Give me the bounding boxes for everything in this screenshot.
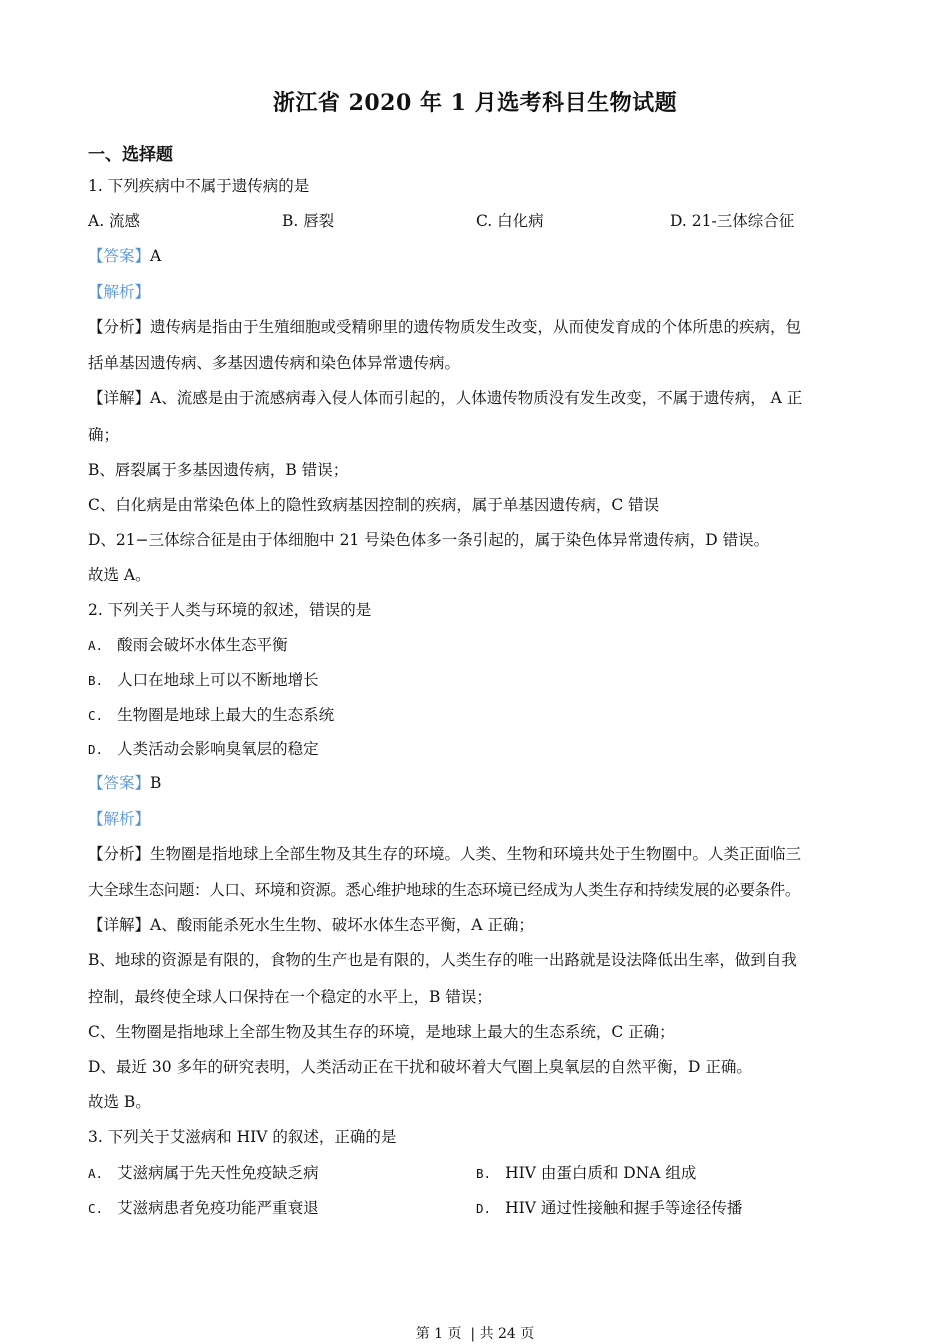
answer-tag: 【答案】 xyxy=(88,247,151,265)
q2-analysis-tag: 【解析】 xyxy=(88,810,151,828)
q1-option-c: C. 白化病 xyxy=(476,212,544,230)
answer-tag: 【答案】 xyxy=(88,774,151,792)
q2-detail-d: D、最近 30 多年的研究表明，人类活动正在干扰和破坏着大气圈上臭氧层的自然平衡，D 正确。 xyxy=(88,1058,752,1076)
q3-option-a xyxy=(88,1162,319,1185)
option-text: 人类活动会影响臭氧层的稳定 xyxy=(117,740,319,758)
q2-answer xyxy=(88,772,161,794)
q1-analysis-tag: 【解析】 xyxy=(88,283,151,301)
fenxi-text: 遗传病是指由于生殖细胞或受精卵里的遗传物质发生改变，从而使发育成的个体所患的疾病，包 xyxy=(150,318,802,336)
xiangjie-text: A、流感是由于流感病毒入侵人体而引起的，人体遗传物质没有发生改变，不属于遗传病， A 正 xyxy=(150,389,803,407)
xiangjie-tag: 【详解】 xyxy=(88,916,151,934)
q2-conclusion: 故选 B。 xyxy=(88,1093,151,1111)
q2-fenxi-line-2: 大全球生态问题：人口、环境和资源。悉心维护地球的生态环境已经成为人类生存和持续发展的必要条件。 xyxy=(88,881,801,899)
q2-option-b xyxy=(88,669,319,692)
xiangjie-text: A、酸雨能杀死水生生物、破坏水体生态平衡，A 正确； xyxy=(150,916,534,934)
q3-option-c xyxy=(88,1197,319,1220)
q1-fenxi-line-2: 括单基因遗传病、多基因遗传病和染色体异常遗传病。 xyxy=(88,354,461,372)
fenxi-text: 生物圈是指地球上全部生物及其生存的环境。人类、生物和环境共处于生物圈中。人类正面临三 xyxy=(150,845,802,863)
q1-option-b: B. 唇裂 xyxy=(282,212,335,230)
q1-stem: 1. 下列疾病中不属于遗传病的是 xyxy=(88,177,310,195)
option-text: HIV 通过性接触和握手等途径传播 xyxy=(505,1199,743,1217)
option-text: 艾滋病属于先天性免疫缺乏病 xyxy=(117,1164,319,1182)
q1-answer xyxy=(88,245,161,267)
q1-conclusion: 故选 A。 xyxy=(88,566,151,584)
q2-stem: 2. 下列关于人类与环境的叙述，错误的是 xyxy=(88,601,372,619)
option-text: 人口在地球上可以不断地增长 xyxy=(117,671,319,689)
option-text: 酸雨会破坏水体生态平衡 xyxy=(117,636,288,654)
option-letter: D. xyxy=(476,1201,492,1216)
option-text: 艾滋病患者免疫功能严重衰退 xyxy=(117,1199,319,1217)
xiangjie-tag: 【详解】 xyxy=(88,389,151,407)
answer-value: B xyxy=(150,774,162,792)
option-letter: A. xyxy=(88,638,104,653)
page-footer: 第 1 页 | 共 24 页 xyxy=(415,1326,535,1342)
option-letter: A. xyxy=(88,1166,104,1181)
q2-option-c xyxy=(88,704,334,727)
q2-xiangjie-line-1 xyxy=(88,914,534,936)
q2-option-d xyxy=(88,738,319,761)
fenxi-tag: 【分析】 xyxy=(88,318,151,336)
q3-stem: 3. 下列关于艾滋病和 HIV 的叙述，正确的是 xyxy=(88,1128,397,1146)
option-letter: C. xyxy=(88,1201,104,1216)
q2-detail-b-line-2: 控制，最终使全球人口保持在一个稳定的水平上，B 错误； xyxy=(88,988,492,1006)
q1-detail-d: D、21−三体综合征是由于体细胞中 21 号染色体多一条引起的，属于染色体异常遗传病，D 错误。 xyxy=(88,531,770,549)
page-title: 浙江省 2020 年 1 月选考科目生物试题 xyxy=(272,90,678,116)
section-heading: 一、选择题 xyxy=(88,145,173,165)
q1-option-a: A. 流感 xyxy=(88,212,141,230)
q1-xiangjie-line-1 xyxy=(88,387,802,409)
option-letter: B. xyxy=(476,1166,492,1181)
q1-detail-b: B、唇裂属于多基因遗传病，B 错误； xyxy=(88,461,349,479)
fenxi-tag: 【分析】 xyxy=(88,845,151,863)
q1-fenxi-line-1 xyxy=(88,316,801,338)
option-text: 生物圈是地球上最大的生态系统 xyxy=(117,706,335,724)
q2-option-a xyxy=(88,634,288,657)
option-letter: D. xyxy=(88,742,104,757)
q1-option-d: D. 21-三体综合征 xyxy=(670,212,795,230)
q2-detail-b-line-1: B、地球的资源是有限的，食物的生产也是有限的，人类生存的唯一出路就是设法降低出生率，做到自我 xyxy=(88,951,797,969)
option-text: HIV 由蛋白质和 DNA 组成 xyxy=(505,1164,697,1182)
q3-option-d xyxy=(476,1197,742,1220)
q1-xiangjie-line-2: 确； xyxy=(88,426,120,444)
q3-option-b xyxy=(476,1162,696,1185)
option-letter: B. xyxy=(88,673,104,688)
option-letter: C. xyxy=(88,708,104,723)
q2-fenxi-line-1 xyxy=(88,843,801,865)
answer-value: A xyxy=(150,247,162,265)
q1-detail-c: C、白化病是由常染色体上的隐性致病基因控制的疾病，属于单基因遗传病，C 错误 xyxy=(88,496,660,514)
q2-detail-c: C、生物圈是指地球上全部生物及其生存的环境，是地球上最大的生态系统，C 正确； xyxy=(88,1023,675,1041)
